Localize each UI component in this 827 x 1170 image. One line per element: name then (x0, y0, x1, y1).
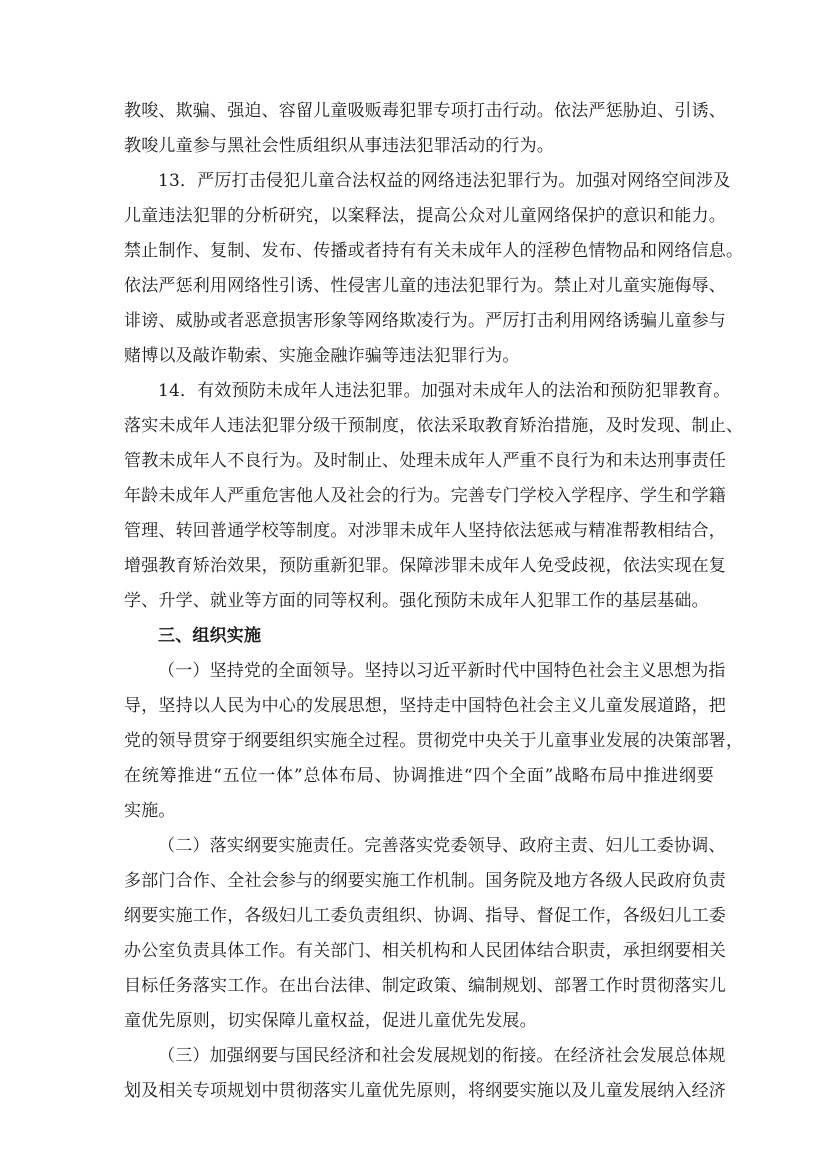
section-heading: 三、组织实施 (158, 626, 262, 646)
paragraph-3-1 (124, 654, 744, 829)
text-line: 划及相关专项规划中贯彻落实儿童优先原则，将纲要实施以及儿童发展纳入经济 (124, 1081, 726, 1101)
text-line: 纲要实施工作，各级妇儿工委负责组织、协调、指导、督促工作，各级妇儿工委 (124, 906, 726, 926)
text-line: 目标任务落实工作。在出台法律、制定政策、编制规划、部署工作时贯彻落实儿 (124, 976, 726, 996)
text-line: 年龄未成年人严重危害他人及社会的行为。完善专门学校入学程序、学生和学籍 (124, 486, 726, 506)
text-line: 在统筹推进“五位一体”总体布局、协调推进“四个全面”战略布局中推进纲要 (124, 766, 714, 786)
text-line: 赌博以及敲诈勒索、实施金融诈骗等违法犯罪行为。 (124, 346, 520, 366)
paragraph-lead: （三）加强纲要与国民经济和社会发展规划的衔接。 (158, 1046, 554, 1066)
text-line: 儿童违法犯罪的分析研究，以案释法，提高公众对儿童网络保护的意识和能力。 (124, 206, 726, 226)
text-line: 管教未成年人不良行为。及时制止、处理未成年人严重不良行为和未达刑事责任 (124, 451, 726, 471)
text-line: 党的领导贯穿于纲要组织实施全过程。贯彻党中央关于儿童事业发展的决策部署， (124, 731, 744, 751)
text-run: 在经济社会发展总体规 (553, 1046, 726, 1066)
text-line: 多部门合作、全社会参与的纲要实施工作机制。国务院及地方各级人民政府负责 (124, 871, 726, 891)
text-line: 禁止制作、复制、发布、传播或者持有有关未成年人的淫秽色情物品和网络信息。 (124, 241, 744, 261)
text-run: 完善落实党委领导、政府主责、妇儿工委协调、 (364, 836, 726, 856)
text-line: 依法严惩利用网络性引诱、性侵害儿童的违法犯罪行为。禁止对儿童实施侮辱、 (124, 276, 726, 296)
text-line: 教唆、欺骗、强迫、容留儿童吸贩毒犯罪专项打击行动。依法严惩胁迫、引诱、 (124, 101, 726, 121)
paragraph-lead: （一）坚持党的全面领导。 (158, 661, 365, 681)
text-run: 坚持以习近平新时代中国特色社会主义思想为指 (364, 661, 726, 681)
text-line: 增强教育矫治效果，预防重新犯罪。保障涉罪未成年人免受歧视，依法实现在复 (124, 556, 726, 576)
paragraph-lead: （二）落实纲要实施责任。 (158, 836, 365, 856)
text-line: 童优先原则，切实保障儿童权益，促进儿童优先发展。 (124, 1011, 537, 1031)
text-line: 14．有效预防未成年人违法犯罪。加强对未成年人的法治和预防犯罪教育。 (158, 381, 731, 401)
document-page (124, 94, 744, 1109)
text-line: 13．严厉打击侵犯儿童合法权益的网络违法犯罪行为。加强对网络空间涉及 (158, 171, 731, 191)
text-line: 落实未成年人违法犯罪分级干预制度，依法采取教育矫治措施，及时发现、制止、 (124, 416, 744, 436)
text-line: 办公室负责具体工作。有关部门、相关机构和人民团体结合职责，承担纲要相关 (124, 941, 726, 961)
text-line: 实施。 (124, 801, 176, 821)
text-line (124, 654, 726, 689)
paragraph-3-3 (124, 1039, 726, 1109)
text-line (124, 829, 726, 864)
paragraph-drug-crimes (124, 94, 726, 164)
paragraph-item-14 (124, 374, 744, 619)
text-line: 学、升学、就业等方面的同等权利。强化预防未成年人犯罪工作的基层基础。 (124, 591, 709, 611)
text-line: 教唆儿童参与黑社会性质组织从事违法犯罪活动的行为。 (124, 136, 554, 156)
paragraph-item-13 (124, 164, 744, 374)
paragraph-3-2 (124, 829, 726, 1039)
text-line: 诽谤、威胁或者恶意损害形象等网络欺凌行为。严厉打击利用网络诱骗儿童参与 (124, 311, 726, 331)
text-line: 管理、转回普通学校等制度。对涉罪未成年人坚持依法惩戒与精准帮教相结合， (124, 521, 726, 541)
text-line (124, 1039, 726, 1074)
text-line: 导，坚持以人民为中心的发展思想，坚持走中国特色社会主义儿童发展道路，把 (124, 696, 726, 716)
